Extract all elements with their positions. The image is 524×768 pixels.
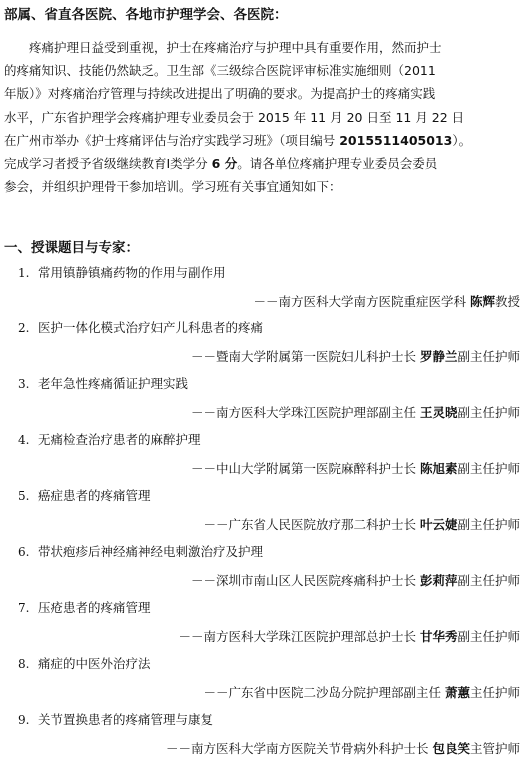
topic-item bbox=[0, 430, 524, 485]
topic-number: 1. bbox=[18, 266, 30, 280]
topic-expert bbox=[166, 739, 520, 759]
topic-title: 关节置换患者的疼痛管理与康复 bbox=[38, 712, 214, 727]
topic-item bbox=[0, 598, 524, 653]
topic-expert bbox=[203, 515, 520, 535]
expert-org: －－中山大学附属第一医院麻醉科护士长 bbox=[190, 461, 420, 476]
intro-line: 疼痛护理日益受到重视，护士在疼痛治疗与护理中具有重要作用，然而护士 bbox=[29, 40, 442, 55]
expert-name: 王灵晓 bbox=[419, 405, 458, 420]
intro-line: 水平，广东省护理学会疼痛护理专业委员会于 2015 年 11 月 20 日至 11 月 22 日 bbox=[4, 109, 465, 125]
expert-name: 萧蕙 bbox=[444, 685, 470, 700]
expert-rank: 主管护师 bbox=[469, 741, 520, 756]
topic-item bbox=[0, 374, 524, 429]
intro-line bbox=[4, 152, 518, 175]
topic-item bbox=[0, 654, 524, 709]
expert-name: 陈辉 bbox=[469, 294, 495, 309]
topic-number: 5. bbox=[18, 489, 30, 503]
topic-number: 2. bbox=[18, 321, 30, 335]
intro-text: 完成学习者授予省级继续教育Ⅰ类学分 bbox=[4, 155, 212, 171]
topic-expert bbox=[253, 292, 520, 312]
expert-rank: 教授 bbox=[494, 294, 520, 309]
expert-name: 陈旭素 bbox=[419, 461, 458, 476]
expert-org: －－广东省人民医院放疗那二科护士长 bbox=[203, 517, 420, 532]
topic-expert bbox=[203, 683, 520, 703]
topic-expert bbox=[191, 347, 520, 367]
intro-text: ）。 bbox=[452, 132, 472, 148]
expert-rank: 主任护师 bbox=[469, 685, 520, 700]
expert-rank: 副主任护师 bbox=[457, 461, 520, 476]
topic-item bbox=[0, 318, 524, 373]
expert-name: 彭莉萍 bbox=[419, 573, 458, 588]
expert-rank: 副主任护师 bbox=[457, 517, 520, 532]
intro-line: 的疼痛知识、技能仍然缺乏。卫生部《三级综合医院评审标准实施细则（2011 bbox=[4, 63, 436, 79]
topic-expert bbox=[191, 459, 520, 479]
expert-rank: 副主任护师 bbox=[457, 573, 520, 588]
topic-number: 3. bbox=[18, 377, 30, 391]
topic-number: 4. bbox=[18, 433, 30, 447]
topic-number: 7. bbox=[18, 601, 30, 615]
topic-title: 痛症的中医外治疗法 bbox=[38, 656, 151, 671]
expert-org: －－南方医科大学珠江医院护理部总护士长 bbox=[178, 629, 420, 644]
intro-paragraph bbox=[4, 36, 518, 198]
topic-item bbox=[0, 542, 524, 597]
topic-title: 压疮患者的疼痛管理 bbox=[38, 600, 151, 615]
recipients-line: 部属、省直各医院、各地市护理学会、各医院： bbox=[4, 7, 288, 23]
section-heading: 一、授课题目与专家： bbox=[4, 240, 139, 256]
topic-title: 癌症患者的疼痛管理 bbox=[38, 488, 151, 503]
topic-title: 常用镇静镇痛药物的作用与副作用 bbox=[38, 265, 226, 280]
expert-name: 包良笑 bbox=[432, 741, 470, 756]
intro-line bbox=[4, 129, 518, 152]
project-number: 2015511405013 bbox=[339, 132, 453, 148]
topic-title: 带状疱疹后神经痛神经电刺激治疗及护理 bbox=[38, 544, 264, 559]
topic-expert bbox=[178, 627, 520, 647]
expert-org: －－深圳市南山区人民医院疼痛科护士长 bbox=[190, 573, 420, 588]
topic-title: 医护一体化模式治疗妇产儿科患者的疼痛 bbox=[38, 320, 264, 335]
topic-number: 8. bbox=[18, 657, 30, 671]
intro-text: 在广州市举办《护士疼痛评估与治疗实践学习班》（项目编号 bbox=[4, 132, 340, 148]
topic-number: 9. bbox=[18, 713, 30, 727]
expert-org: －－南方医科大学南方医院关节骨病外科护士长 bbox=[165, 741, 433, 756]
credit-value: 6 分 bbox=[211, 155, 238, 171]
expert-org: －－南方医科大学南方医院重症医学科 bbox=[253, 294, 470, 309]
topic-title: 无痛检查治疗患者的麻醉护理 bbox=[38, 432, 201, 447]
intro-line: 年版）》对疼痛治疗管理与持续改进提出了明确的要求。为提高护士的疼痛实践 bbox=[4, 86, 436, 102]
topic-number: 6. bbox=[18, 545, 30, 559]
expert-rank: 副主任护师 bbox=[457, 405, 520, 420]
topic-item bbox=[0, 710, 524, 765]
topic-title: 老年急性疼痛循证护理实践 bbox=[38, 376, 189, 391]
intro-line: 参会，并组织护理骨干参加培训。学习班有关事宜通知如下： bbox=[4, 179, 342, 195]
expert-name: 罗静兰 bbox=[419, 349, 458, 364]
expert-rank: 副主任护师 bbox=[457, 349, 520, 364]
expert-org: －－暨南大学附属第一医院妇儿科护士长 bbox=[190, 349, 420, 364]
topic-expert bbox=[191, 571, 520, 591]
expert-name: 甘华秀 bbox=[419, 629, 458, 644]
expert-rank: 副主任护师 bbox=[457, 629, 520, 644]
topic-item bbox=[0, 263, 524, 318]
topic-item bbox=[0, 486, 524, 541]
intro-text: 。请各单位疼痛护理专业委员会委员 bbox=[237, 155, 438, 171]
expert-org: －－南方医科大学珠江医院护理部副主任 bbox=[190, 405, 420, 420]
expert-org: －－广东省中医院二沙岛分院护理部副主任 bbox=[203, 685, 445, 700]
expert-name: 叶云婕 bbox=[419, 517, 458, 532]
topic-expert bbox=[191, 403, 520, 423]
